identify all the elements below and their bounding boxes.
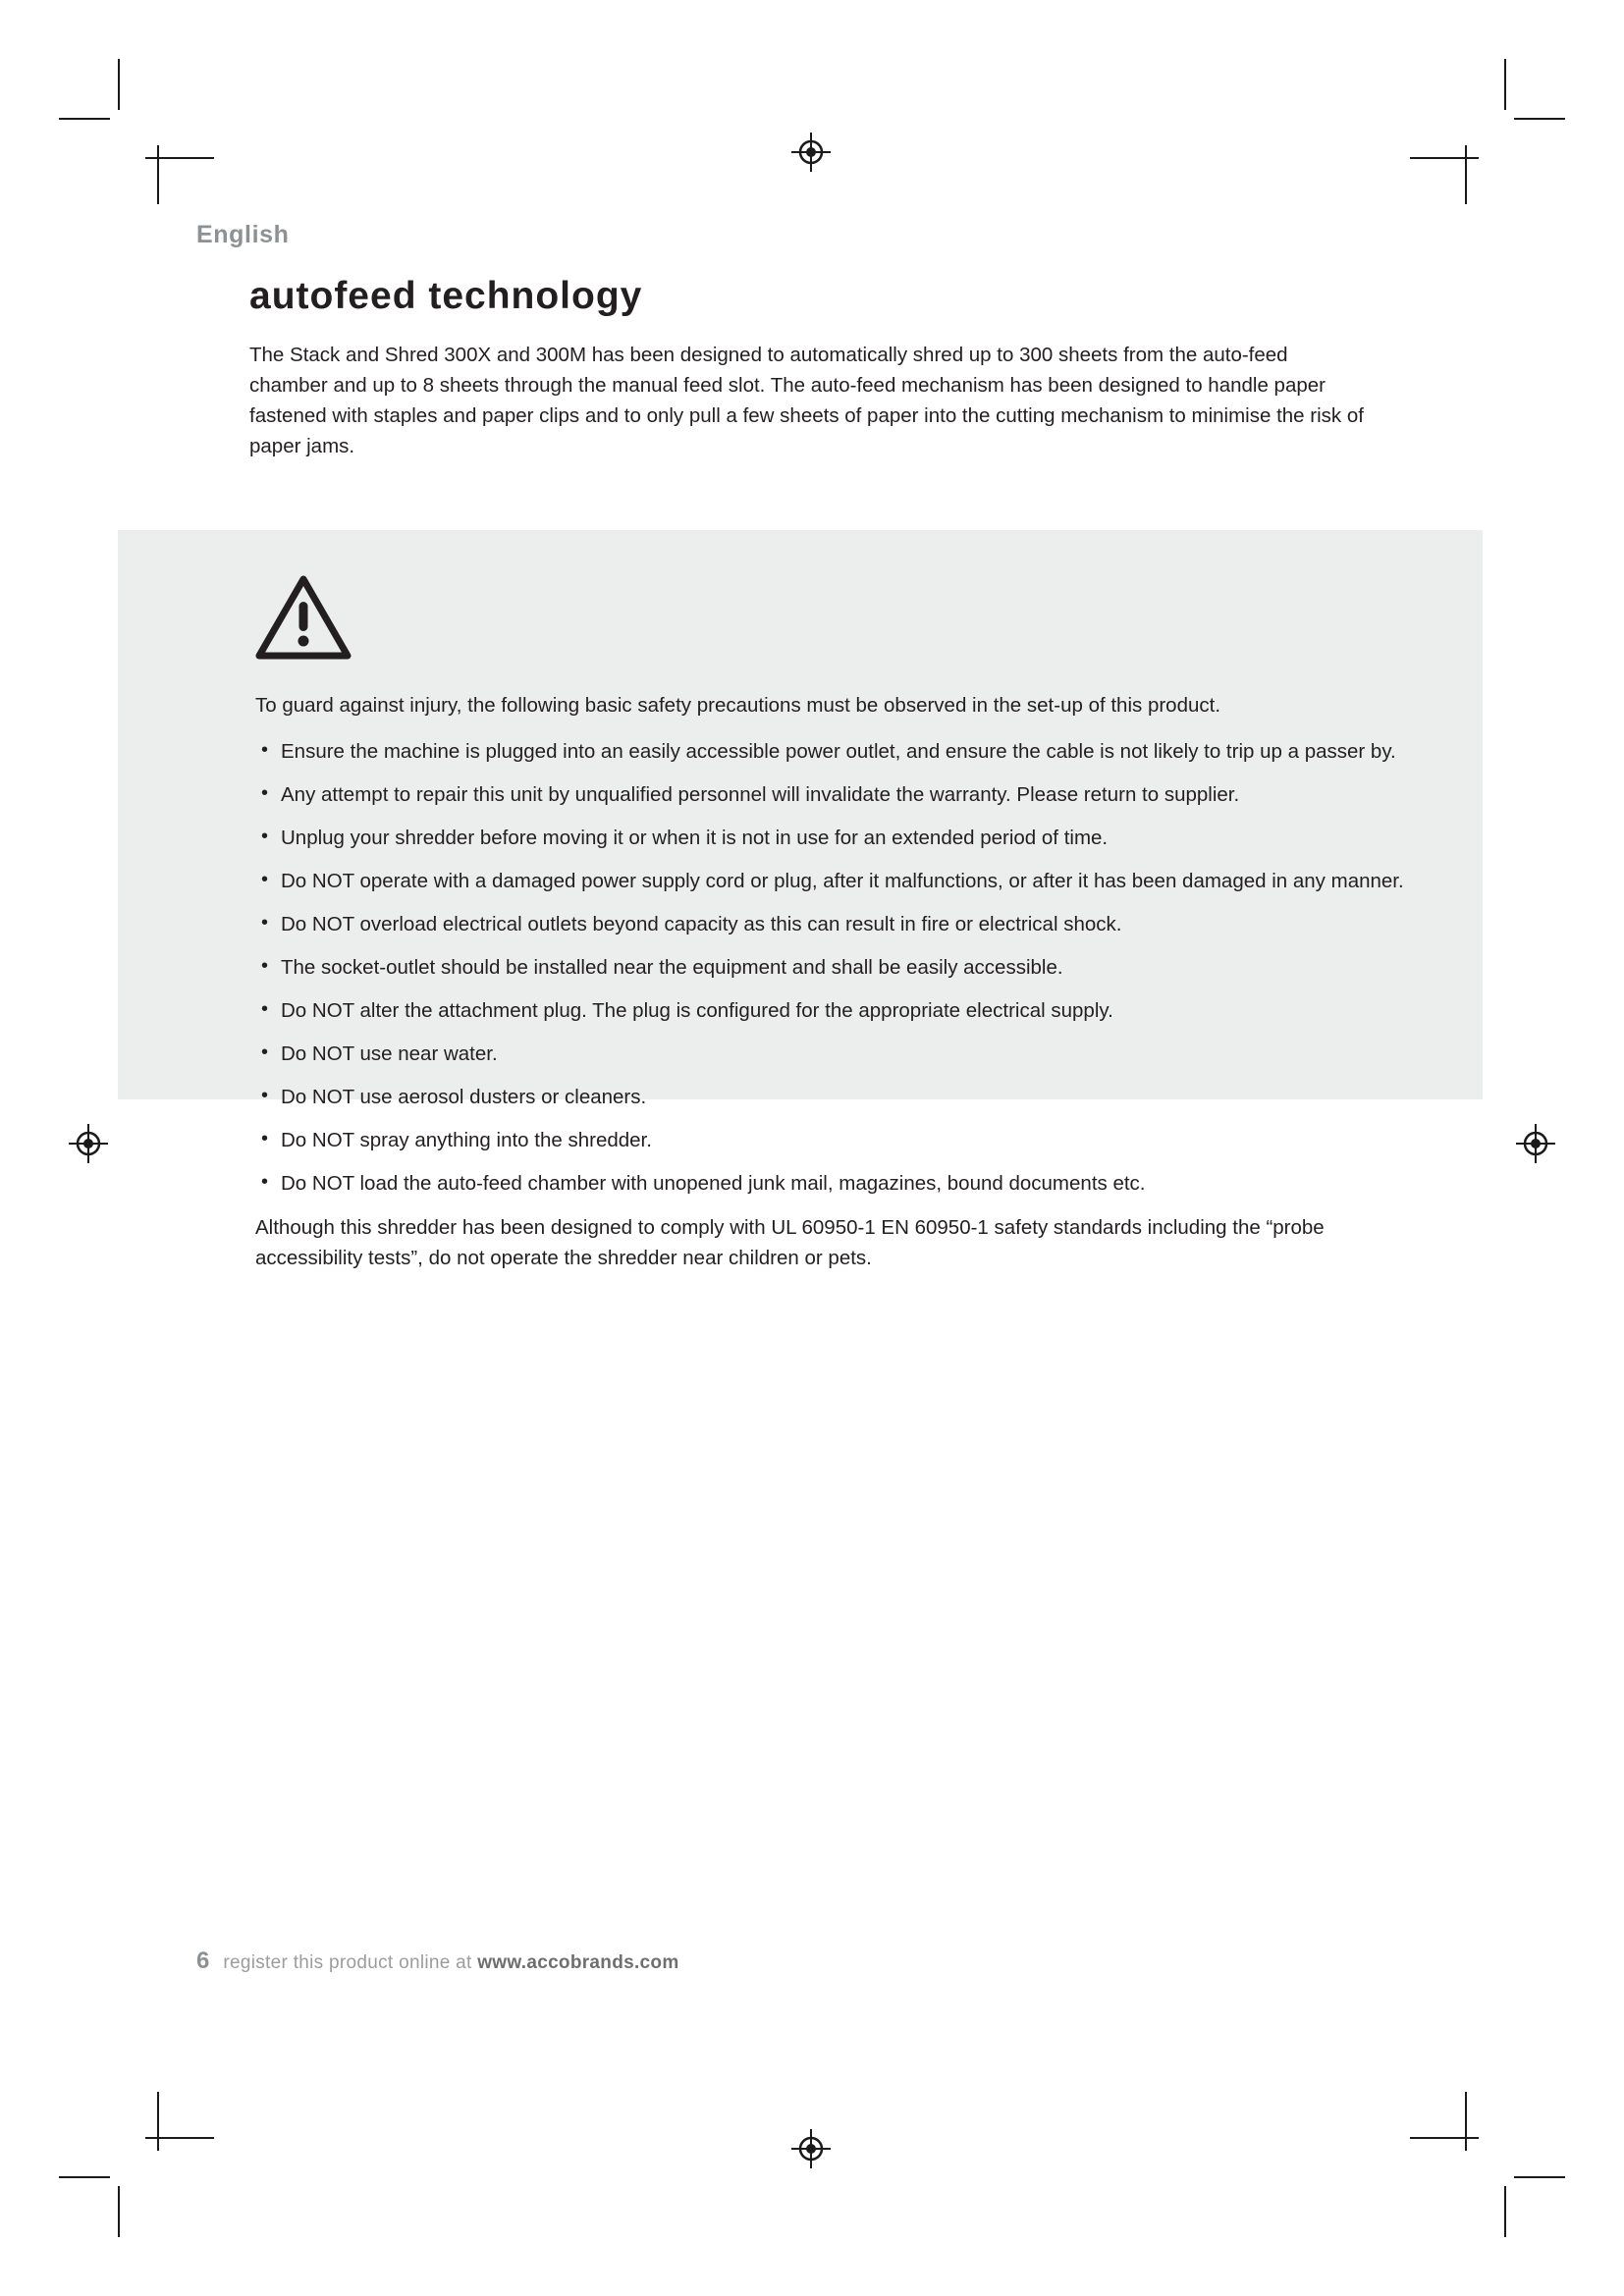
list-item: • Any attempt to repair this unit by unqualified personnel will invalidate the warranty. Please return to supplier. xyxy=(255,779,1415,810)
list-item: • The socket-outlet should be installed near the equipment and shall be easily accessible. xyxy=(255,952,1415,983)
list-item: • Do NOT use near water. xyxy=(255,1039,1415,1069)
registration-mark-left xyxy=(69,1124,108,1163)
footer-website[interactable]: www.accobrands.com xyxy=(477,1952,679,1973)
crop-mark-top-right xyxy=(1457,59,1565,167)
warning-triangle-icon xyxy=(255,574,352,661)
crop-mark-bottom-right xyxy=(1457,2129,1565,2237)
crop-mark-bottom-left xyxy=(59,2129,167,2237)
safety-lead-text: To guard against injury, the following basic safety precautions must be observed in the set-up of this product. xyxy=(255,694,1221,717)
registration-mark-bottom xyxy=(791,2129,831,2168)
safety-panel xyxy=(118,530,1483,1269)
safety-list xyxy=(255,736,1409,1199)
registration-mark-right xyxy=(1516,1124,1555,1163)
list-item: • Do NOT operate with a damaged power supply cord or plug, after it malfunctions, or after it has been damaged in any manner. xyxy=(255,866,1415,896)
page-content xyxy=(196,221,1463,461)
list-item: • Do NOT overload electrical outlets beyond capacity as this can result in fire or electrical shock. xyxy=(255,909,1415,939)
list-item: • Do NOT load the auto-feed chamber with unopened junk mail, magazines, bound documents etc. xyxy=(255,1168,1415,1199)
page-footer xyxy=(196,1948,679,1975)
footer-text xyxy=(223,1952,678,1974)
registration-mark-top xyxy=(791,133,831,172)
crop-mark-top-left xyxy=(59,59,167,167)
list-item: • Do NOT spray anything into the shredder. xyxy=(255,1125,1415,1155)
language-label: English xyxy=(196,221,290,248)
footer-label: register this product online at xyxy=(223,1952,478,1973)
list-item: • Do NOT alter the attachment plug. The plug is configured for the appropriate electrical supply. xyxy=(255,995,1415,1026)
intro-paragraph: The Stack and Shred 300X and 300M has been designed to automatically shred up to 300 sheets from the auto-feed chamber and up to 8 sheets through the manual feed slot. The auto-feed mechanism has been designed to handle paper fastened with staples and paper clips and to only pull a few sheets of paper into the cutting mechanism to minimise the risk of paper jams. xyxy=(249,344,1364,457)
safety-tail-text: Although this shredder has been designed to comply with UL 60950-1 EN 60950-1 safety standards including the “probe accessibility tests”, do not operate the shredder near children or pets. xyxy=(255,1216,1325,1269)
page-title: autofeed technology xyxy=(249,275,643,317)
list-item: • Do NOT use aerosol dusters or cleaners. xyxy=(255,1082,1415,1112)
list-item: • Unplug your shredder before moving it or when it is not in use for an extended period of time. xyxy=(255,823,1415,853)
list-item: • Ensure the machine is plugged into an easily accessible power outlet, and ensure the cable is not likely to trip up a passer by. xyxy=(255,736,1415,767)
page-number: 6 xyxy=(196,1948,210,1974)
